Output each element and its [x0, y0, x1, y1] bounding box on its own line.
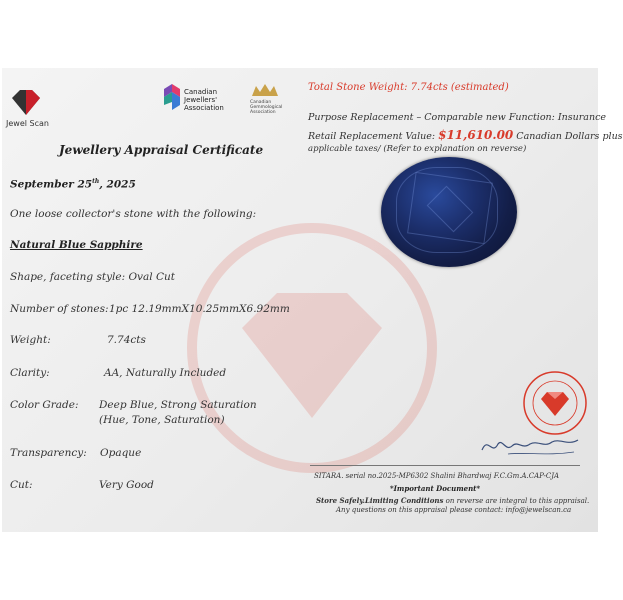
contact-line: Any questions on this appraisal please contact: info@jewelscan.ca: [336, 506, 572, 514]
brand-name: Jewel Scan: [6, 119, 49, 128]
retail-value-line: Retail Replacement Value: $11,610.00 Canadian Dollars plus: [308, 128, 623, 142]
gem-association-name: Canadian Gemmological Association: [250, 100, 283, 115]
shape-line: Shape, faceting style: Oval Cut: [10, 271, 175, 283]
intro-line: One loose collector's stone with the following:: [10, 208, 257, 220]
field-value-cut: Very Good: [99, 479, 154, 491]
certificate-date: September 25th, 2025: [10, 178, 136, 191]
field-label-transparency: Transparency:: [10, 447, 87, 459]
certificate-title: Jewellery Appraisal Certificate: [59, 143, 264, 157]
association-name: Canadian Jewellers' Association: [184, 88, 224, 112]
retail-amount: $11,610.00: [438, 128, 514, 142]
important-note: *Important Document*: [390, 484, 481, 493]
total-stone-weight: Total Stone Weight: 7.74cts (estimated): [308, 82, 509, 93]
jewel-scan-logo-icon: [10, 88, 42, 116]
cja-logo-icon: [164, 84, 180, 110]
signature-icon: [478, 432, 582, 460]
watermark-seal: [182, 218, 442, 478]
field-value-color-scale: (Hue, Tone, Saturation): [99, 414, 225, 426]
taxes-note: applicable taxes/ (Refer to explanation on reverse): [308, 144, 527, 154]
field-value-stones: 1pc 12.19mmX10.25mmX6.92mm: [109, 303, 290, 315]
field-label-weight: Weight:: [10, 334, 51, 346]
sapphire-photo: [381, 157, 517, 267]
field-label-cut: Cut:: [10, 479, 33, 491]
cga-logo-icon: [250, 82, 280, 98]
field-value-clarity: AA, Naturally Included: [104, 367, 227, 379]
field-value-transparency: Opaque: [100, 447, 142, 459]
field-value-weight: 7.74cts: [107, 334, 146, 346]
purpose-line: Purpose Replacement – Comparable new Function: Insurance: [308, 112, 607, 123]
stone-name: Natural Blue Sapphire: [10, 239, 143, 251]
field-label-clarity: Clarity:: [10, 367, 50, 379]
field-label-color: Color Grade:: [10, 399, 79, 411]
signature-line: [310, 465, 580, 466]
store-safely-line: Store Safely.Limiting Conditions on reverse are integral to this appraisal.: [316, 496, 590, 505]
certificate: [2, 68, 623, 532]
field-value-color: Deep Blue, Strong Saturation: [99, 399, 257, 411]
serial-line: SITARA. serial no.2025-MP6302 Shalini Bhardwaj F.C.Gm.A.CAP-CJA: [314, 472, 560, 480]
appraiser-seal-icon: [522, 370, 588, 436]
field-label-stones: Number of stones:: [10, 303, 109, 315]
